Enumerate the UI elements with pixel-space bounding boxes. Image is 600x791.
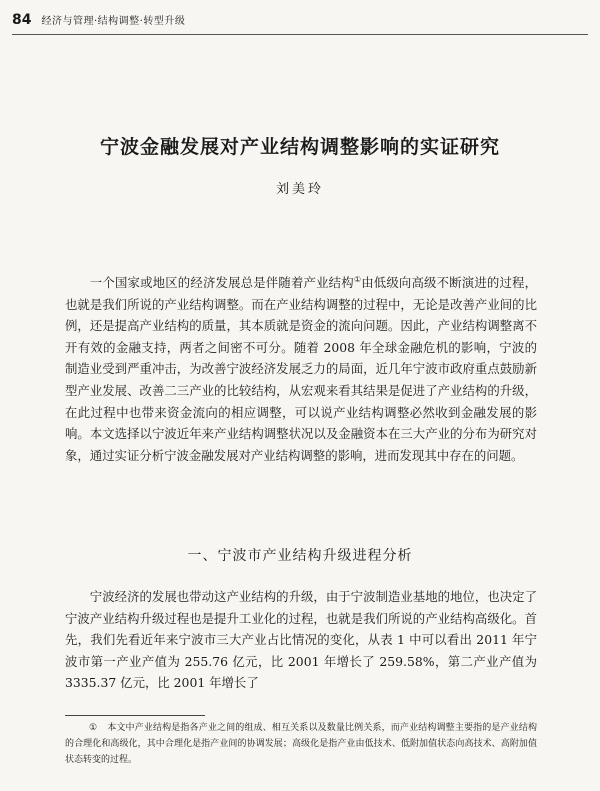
section-paragraph: 宁波经济的发展也带动这产业结构的升级，由于宁波制造业基地的地位，也决定了宁波产业结构升级过程也是提升工业化的过程，也就是我们所说的产业结构高级化。首先，我们先看近年来宁波市三大产业占比情况的变化，从表 1 中可以看出 2011 年宁波市第一产业产值为 255.76 亿元，比 2001 年增长了 259.58%，第二产业产值为 3335.37 亿元，比 2001 年增长了 <box>65 589 537 691</box>
intro-text-b: 由低级向高级不断演进的过程，也就是我们所说的产业结构调整。而在产业结构调整的过程中，无论是改善产业间的比例，还是提高产业结构的质量，其本质就是资金的流向问题。因此，产业结构调整离不开有效的金融支持，两者之间密不可分。随着 2008 年全球金融危机的影响，宁波的制造业受到严重冲击，为改善宁波经济发展乏力的局面，近几年宁波市政府重点鼓励新型产业发展、改善二三产业的比较结构，从宏观来看其结果是促进了产业结构的升级，在此过程中也带来资金流向的相应调整，可以说产业结构调整必然收到金融发展的影响。本文选择以宁波近年来产业结构调整状况以及金融资本在三大产业的分布为研究对象，通过实证分析宁波金融发展对产业结构调整的影响，进而发现其中存在的问题。 <box>65 275 538 463</box>
intro-paragraph-block <box>65 272 537 466</box>
footnote <box>65 720 537 768</box>
header-rule <box>12 34 588 35</box>
footnote-mark: ① <box>89 723 98 733</box>
footnote-reference: ① <box>353 274 362 284</box>
intro-text-a: 一个国家或地区的经济发展总是伴随着产业结构 <box>89 275 354 290</box>
article-author: 刘美玲 <box>275 182 324 197</box>
intro-paragraph <box>65 272 537 466</box>
page-number: 84 <box>12 12 32 28</box>
section-paragraph-block <box>65 586 537 694</box>
section-heading: 一、宁波市产业结构升级进程分析 <box>187 548 413 564</box>
running-title: 经济与管理·结构调整·转型升级 <box>41 16 186 27</box>
page-header <box>12 12 185 28</box>
footnote-rule <box>65 715 205 716</box>
footnote-text: 本文中产业结构是指各产业之间的组成、相互关系以及数量比例关系，而产业结构调整主要指的是产业结构的合理化和高级化，其中合理化是指产业间的协调发展；高级化是指产业由低技术、低附加值状态向高技术、高附加值状态转变的过程。 <box>65 723 537 765</box>
article-title: 宁波金融发展对产业结构调整影响的实证研究 <box>99 136 500 158</box>
